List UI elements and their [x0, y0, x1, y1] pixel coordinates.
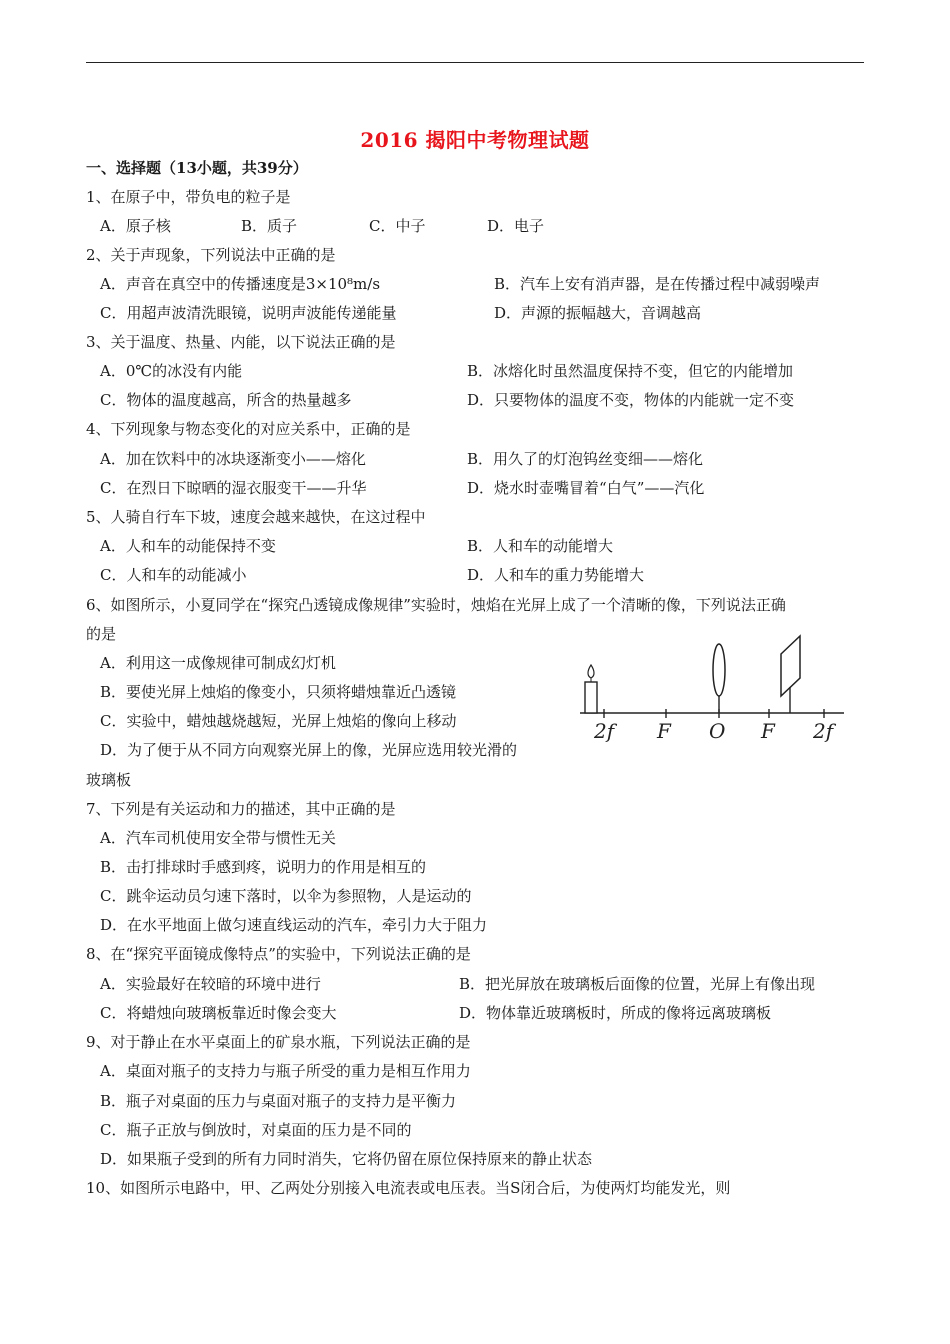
question-3-option-a: A．0℃的冰没有内能 — [100, 362, 243, 380]
question-2-option-c: C．用超声波清洗眼镜，说明声波能传递能量 — [100, 304, 397, 322]
lens-diagram — [578, 634, 848, 746]
question-1-option-a: A．原子核 — [100, 217, 171, 235]
question-3-option-b: B．冰熔化时虽然温度保持不变，但它的内能增加 — [467, 362, 794, 380]
diagram-label-o: O — [709, 719, 726, 743]
section-heading: 一、选择题（13小题，共39分） — [86, 159, 308, 177]
question-3-option-d: D．只要物体的温度不变，物体的内能就一定不变 — [467, 391, 795, 409]
question-7-option-a: A．汽车司机使用安全带与惯性无关 — [100, 829, 336, 847]
question-1-stem: 1、在原子中，带负电的粒子是 — [86, 188, 291, 206]
question-5-option-d: D．人和车的重力势能增大 — [467, 566, 645, 584]
question-6-option-d: D．为了便于从不同方向观察光屏上的像，光屏应选用较光滑的 — [100, 741, 518, 759]
question-8-option-c: C．将蜡烛向玻璃板靠近时像会变大 — [100, 1004, 337, 1022]
question-1-option-c: C．中子 — [369, 217, 426, 235]
question-8-option-a: A．实验最好在较暗的环境中进行 — [100, 975, 321, 993]
question-5-option-c: C．人和车的动能减小 — [100, 566, 247, 584]
question-8-option-b: B．把光屏放在玻璃板后面像的位置，光屏上有像出现 — [459, 975, 816, 993]
question-8-stem: 8、在“探究平面镜成像特点”的实验中，下列说法正确的是 — [86, 945, 471, 963]
question-4-option-d: D．烧水时壶嘴冒着“白气”——汽化 — [467, 479, 705, 497]
question-9-stem: 9、对于静止在水平桌面上的矿泉水瓶，下列说法正确的是 — [86, 1033, 471, 1051]
question-6-option-b: B．要使光屏上烛焰的像变小，只须将蜡烛靠近凸透镜 — [100, 683, 457, 701]
question-2-option-b: B．汽车上安有消声器，是在传播过程中减弱噪声 — [494, 275, 821, 293]
question-6-stem: 6、如图所示，小夏同学在“探究凸透镜成像规律”实验时，烛焰在光屏上成了一个清晰的像，下列说法正确 — [86, 596, 786, 614]
question-7-stem: 7、下列是有关运动和力的描述，其中正确的是 — [86, 800, 396, 818]
question-3-option-c: C．物体的温度越高，所含的热量越多 — [100, 391, 352, 409]
question-6-option-d-cont: 玻璃板 — [86, 771, 132, 789]
convex-lens-icon — [713, 644, 725, 713]
question-2-option-d: D．声源的振幅越大，音调越高 — [494, 304, 702, 322]
question-5-option-a: A．人和车的动能保持不变 — [100, 537, 276, 555]
question-7-option-d: D．在水平地面上做匀速直线运动的汽车，牵引力大于阻力 — [100, 916, 488, 934]
light-screen-icon — [781, 636, 800, 713]
page-title: 2016 揭阳中考物理试题 — [360, 128, 590, 152]
question-6-option-c: C．实验中，蜡烛越烧越短，光屏上烛焰的像向上移动 — [100, 712, 457, 730]
question-9-option-c: C．瓶子正放与倒放时，对桌面的压力是不同的 — [100, 1121, 412, 1139]
question-2-stem: 2、关于声现象，下列说法中正确的是 — [86, 246, 336, 264]
question-1-option-d: D．电子 — [487, 217, 545, 235]
question-7-option-c: C．跳伞运动员匀速下落时，以伞为参照物，人是运动的 — [100, 887, 472, 905]
diagram-label-f-left: F — [657, 719, 671, 743]
diagram-label-2f-right: 2f — [813, 719, 834, 743]
candle-icon — [585, 665, 597, 713]
question-6-stem-cont: 的是 — [86, 625, 117, 643]
question-1-option-b: B．质子 — [241, 217, 298, 235]
question-9-option-b: B．瓶子对桌面的压力与桌面对瓶子的支持力是平衡力 — [100, 1092, 457, 1110]
diagram-label-2f-left: 2f — [594, 719, 615, 743]
question-10-stem: 10、如图所示电路中，甲、乙两处分别接入电流表或电压表。当S闭合后，为使两灯均能发光，则 — [86, 1179, 731, 1197]
question-4-option-b: B．用久了的灯泡钨丝变细——熔化 — [467, 450, 704, 468]
question-5-stem: 5、人骑自行车下坡，速度会越来越快，在这过程中 — [86, 508, 426, 526]
question-9-option-a: A．桌面对瓶子的支持力与瓶子所受的重力是相互作用力 — [100, 1062, 471, 1080]
question-6-option-a: A．利用这一成像规律可制成幻灯机 — [100, 654, 336, 672]
question-4-option-c: C．在烈日下晾晒的湿衣服变干——升华 — [100, 479, 367, 497]
diagram-label-f-right: F — [761, 719, 775, 743]
question-3-stem: 3、关于温度、热量、内能，以下说法正确的是 — [86, 333, 396, 351]
question-5-option-b: B．人和车的动能增大 — [467, 537, 614, 555]
question-9-option-d: D．如果瓶子受到的所有力同时消失，它将仍留在原位保持原来的静止状态 — [100, 1150, 593, 1168]
header-rule — [86, 62, 864, 63]
question-2-option-a: A．声音在真空中的传播速度是3×10⁸m/s — [100, 275, 381, 293]
question-4-stem: 4、下列现象与物态变化的对应关系中，正确的是 — [86, 420, 411, 438]
question-8-option-d: D．物体靠近玻璃板时，所成的像将远离玻璃板 — [459, 1004, 772, 1022]
question-4-option-a: A．加在饮料中的冰块逐渐变小——熔化 — [100, 450, 366, 468]
question-7-option-b: B．击打排球时手感到疼，说明力的作用是相互的 — [100, 858, 427, 876]
